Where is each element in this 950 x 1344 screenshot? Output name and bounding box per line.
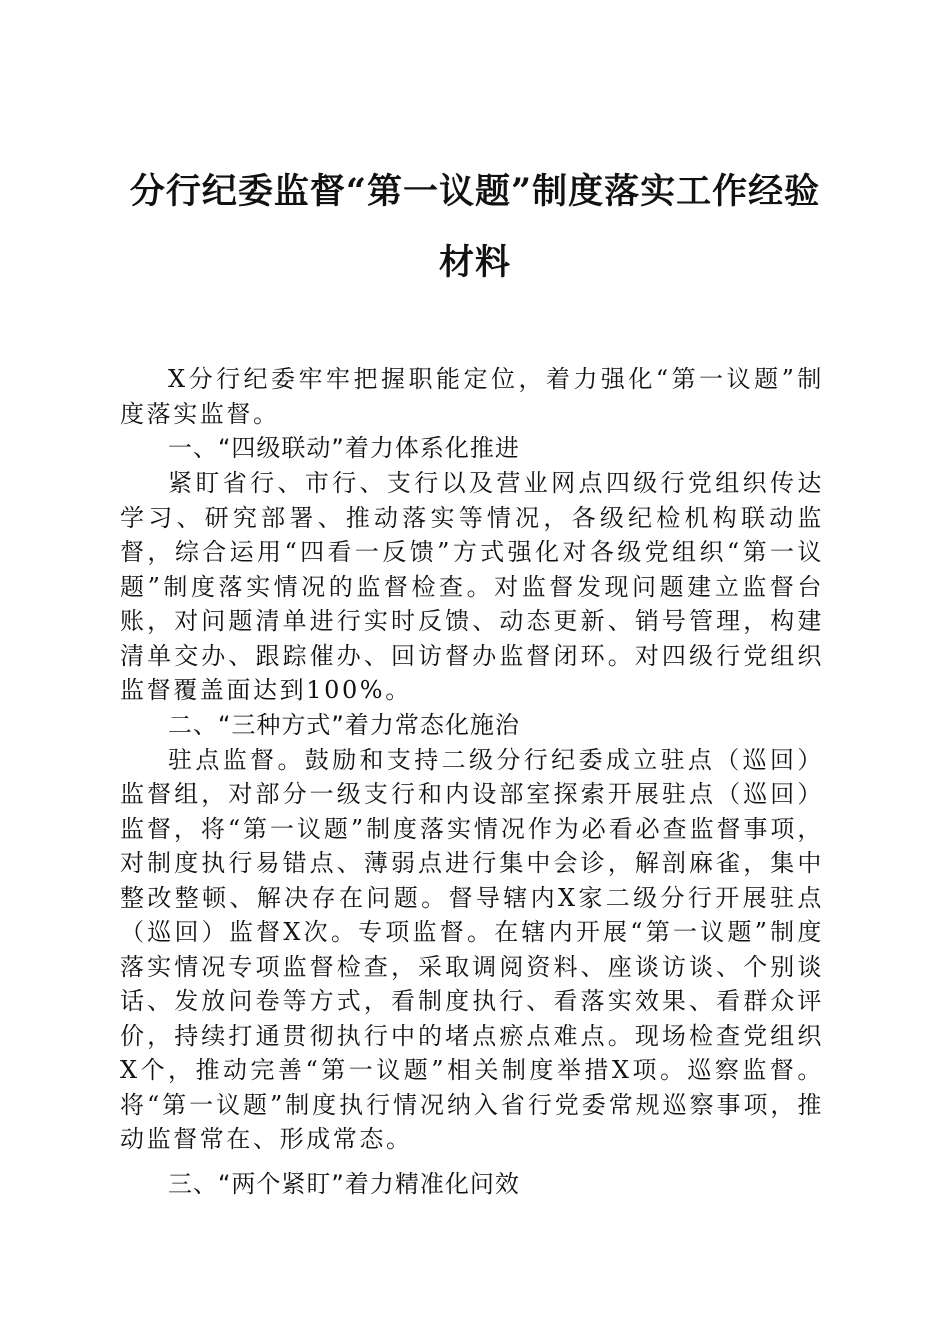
section2-heading: 二、“三种方式”着力常态化施治 — [168, 710, 520, 739]
section1-paragraph: 紧盯省行、市行、支行以及营业网点四级行党组织传达学习、研究部署、推动落实等情况，各级纪检机构联动监督，综合运用“四看一反馈”方式强化对各级党组织“第一议题”制度落实情况的监督检查。对监督发现问题建立监督台账，对问题清单进行实时反馈、动态更新、销号管理，构建清单交办、跟踪催办、回访督办监督闭环。对四级行党组织监督覆盖面达到100%。 — [120, 469, 824, 704]
section2-paragraph: 驻点监督。鼓励和支持二级分行纪委成立驻点（巡回）监督组，对部分一级支行和内设部室探索开展驻点（巡回）监督，将“第一议题”制度落实情况作为必看必查监督事项，对制度执行易错点、薄弱点进行集中会诊，解剖麻雀，集中整改整顿、解决存在问题。督导辖内X家二级分行开展驻点（巡回）监督X次。专项监督。在辖内开展“第一议题”制度落实情况专项监督检查，采取调阅资料、座谈访谈、个别谈话、发放问卷等方式，看制度执行、看落实效果、看群众评价，持续打通贯彻执行中的堵点瘀点难点。现场检查党组织X个，推动完善“第一议题”相关制度举措X项。巡察监督。将“第一议题”制度执行情况纳入省行党委常规巡察事项，推动监督常在、形成常态。 — [120, 745, 824, 1153]
section1-heading: 一、“四级联动”着力体系化推进 — [168, 434, 520, 462]
document-body — [120, 362, 824, 1202]
section3-heading: 三、“两个紧盯”着力精准化问效 — [168, 1169, 520, 1198]
intro-paragraph: X分行纪委牢牢把握职能定位，着力强化“第一议题”制度落实监督。 — [120, 365, 824, 428]
document-title-line2: 材料 — [438, 242, 511, 283]
document-title-line1: 分行纪委监督“第一议题”制度落实工作经验 — [129, 171, 821, 212]
